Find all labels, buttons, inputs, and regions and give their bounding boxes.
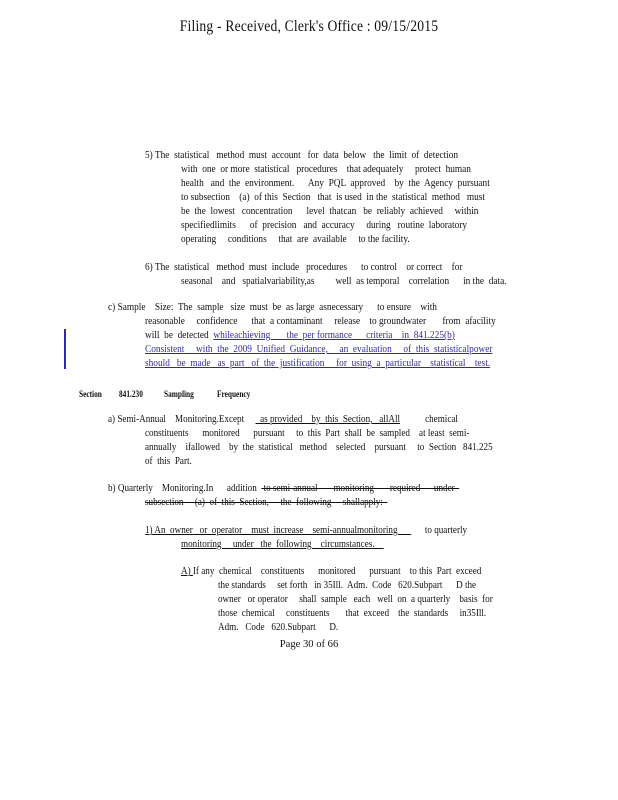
section-title-2: Frequency	[217, 389, 251, 399]
itemc-line3-inserted: whileachieving the per formance criteria in 841.225(b)	[213, 330, 455, 341]
item5-line5: be the lowest concentration level thatcan be reliably achieved within	[181, 206, 479, 217]
itemA2-line2: the standards set forth in 35Ill. Adm. Code 620.Subpart D the	[218, 580, 477, 591]
itemb-line2-struck: subsection (a) of this Section, the following shallapply:	[145, 497, 388, 508]
itemc-line1: c) Sample Size: The sample size must be as large asnecessary to ensure with	[108, 302, 437, 313]
revision-change-bar	[64, 329, 66, 369]
page-number-footer: Page 30 of 66	[279, 639, 339, 650]
section-label: Section	[79, 389, 102, 399]
itemA2-line5: Adm. Code 620.Subpart D.	[218, 622, 339, 633]
itema-line3: annually ifallowed by the statistical method selected pursuant to Section 841.225	[145, 442, 493, 453]
itemb-line1-struck: to semi-annual monitoring required under	[261, 483, 460, 494]
itema-line1-end: chemical	[400, 414, 458, 425]
itema-line1-plain: a) Semi-Annual Monitoring.Except	[108, 414, 256, 425]
itemc-line5-inserted: should be made as part of the justification for using a particular statistical test.	[145, 358, 491, 369]
filing-header: Filing - Received, Clerk's Office : 09/15/2015	[179, 18, 439, 35]
itemA2-line1-text: If any chemical constituents monitored pursuant to this Part exceed	[192, 566, 482, 577]
itema-line2: constituents monitored pursuant to this Part shall be sampled at least semi-	[145, 428, 470, 439]
itemb-line1-plain: b) Quarterly Monitoring.In addition	[108, 483, 262, 494]
itema-line1	[108, 414, 458, 426]
itema-line1-underlined: as provided by this Section, allAll	[255, 414, 401, 425]
item5-line3: health and the environment. Any PQL approved by the Agency pursuant	[181, 178, 490, 189]
item6-line1: 6) The statistical method must include procedures to control or correct for	[145, 262, 463, 273]
itemA2-line3: owner or operator shall sample each well on a quarterly basis for	[218, 594, 493, 605]
itemA2-line1	[181, 566, 481, 578]
itema-line4: of this Part.	[145, 456, 192, 467]
item1-line2-underlined: monitoring under the following circumstances.	[181, 539, 384, 550]
section-title: Sampling	[164, 389, 194, 399]
item5-line4: to subsection (a) of this Section that is used in the statistical method must	[181, 192, 485, 203]
item1-line1	[145, 525, 467, 537]
item5-line2: with one or more statistical procedures that adequately protect human	[181, 164, 471, 175]
item1-line1-underlined: 1) An owner or operator must increase semi-annualmonitoring	[145, 525, 412, 536]
section-number: 841.230	[119, 389, 143, 399]
itemc-line2: reasonable confidence that a contaminant release to groundwater from afacility	[145, 316, 496, 327]
item6-line2: seasonal and spatialvariability,as well as temporal correlation in the data.	[181, 276, 507, 287]
item5-line1: 5) The statistical method must account for data below the limit of detection	[145, 150, 459, 161]
itemc-line3	[145, 330, 455, 342]
itemb-line1	[108, 483, 459, 495]
itemc-line4-inserted: Consistent with the 2009 Unified Guidance, an evaluation of this statisticalpower	[145, 344, 493, 355]
itemc-line3-plain: will be detected	[145, 330, 214, 341]
item5-line6: specifiedlimits of precision and accuracy during routine laboratory	[181, 220, 468, 231]
item1-line1-end: to quarterly	[411, 525, 468, 536]
itemA2-marker: A)	[181, 566, 193, 577]
item5-line7: operating conditions that are available to the facility.	[181, 234, 410, 245]
itemA2-line4: those chemical constituents that exceed the standards in35Ill.	[218, 608, 487, 619]
